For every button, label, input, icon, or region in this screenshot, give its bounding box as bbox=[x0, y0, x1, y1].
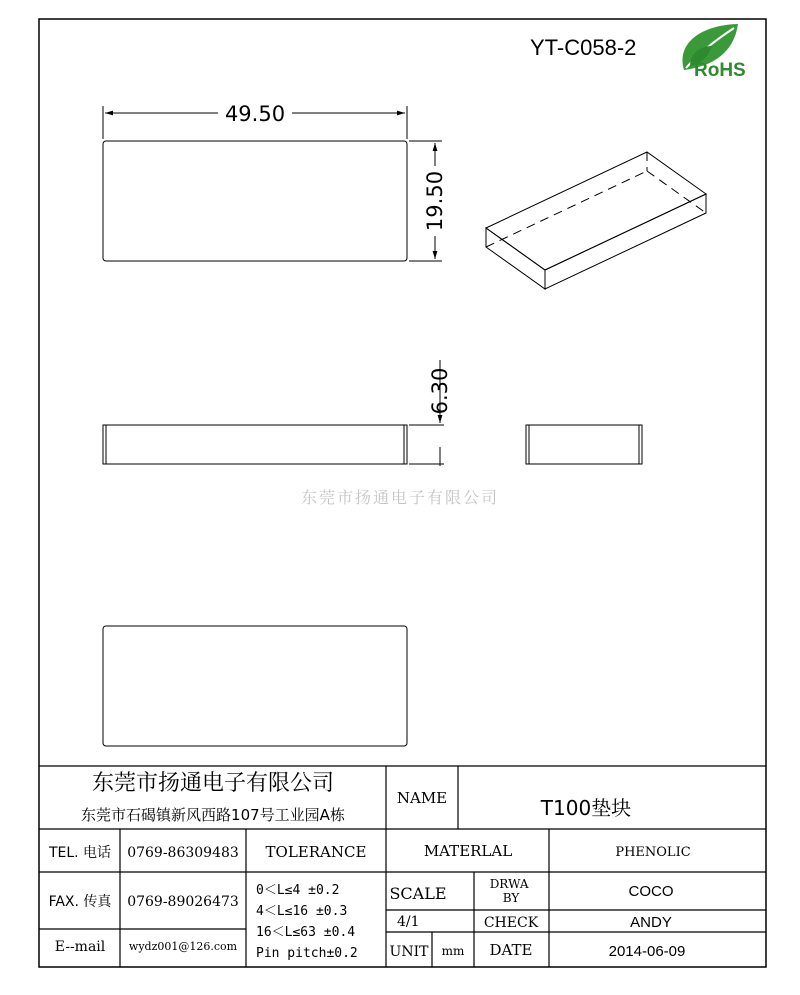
rohs-logo bbox=[682, 24, 745, 81]
tolerance-line: 0＜L≤4 ±0.2 bbox=[256, 883, 340, 898]
email-label: E--mail bbox=[54, 939, 106, 955]
drawn-by-value: COCO bbox=[628, 883, 674, 900]
iso-hidden-edge bbox=[486, 171, 647, 247]
iso-front-face bbox=[486, 228, 545, 289]
tolerance-line: 16＜L≤63 ±0.4 bbox=[256, 925, 356, 940]
name-label: NAME bbox=[396, 789, 448, 807]
date-value: 2014-06-09 bbox=[608, 943, 686, 960]
iso-hidden-edge bbox=[647, 171, 706, 213]
check-label: CHECK bbox=[483, 915, 539, 931]
unit-value: mm bbox=[441, 944, 465, 958]
top-view-outline bbox=[103, 141, 407, 261]
company-address: 东莞市石碣镇新风西路107号工业园A栋 bbox=[81, 806, 345, 824]
drawn-by-label-text: BY bbox=[502, 891, 520, 905]
height-dimension: 6.30 bbox=[428, 367, 452, 415]
length-dimension: 49.50 bbox=[224, 102, 286, 126]
bottom-view-outline bbox=[103, 626, 407, 746]
tel-value: 0769-86309483 bbox=[127, 845, 239, 861]
tolerance-line: Pin pitch±0.2 bbox=[256, 946, 358, 961]
isometric-view bbox=[486, 152, 706, 289]
part-number: YT-C058-2 bbox=[530, 35, 637, 60]
tolerance-label: TOLERANCE bbox=[265, 843, 367, 861]
email-value: wydz001@126.com bbox=[128, 940, 238, 953]
part-name: T100垫块 bbox=[540, 796, 632, 820]
side-view bbox=[526, 425, 642, 464]
watermark: 东莞市扬通电子有限公司 bbox=[300, 488, 500, 507]
unit-label: UNIT bbox=[389, 944, 429, 960]
iso-top-face bbox=[486, 152, 706, 270]
scale-value: 4/1 bbox=[397, 914, 420, 930]
rohs-label: RoHS bbox=[694, 60, 746, 81]
fax-label: FAX. 传真 bbox=[48, 894, 112, 910]
tolerance-line: 4＜L≤16 ±0.3 bbox=[256, 904, 348, 919]
side-view-outline bbox=[526, 425, 642, 464]
drawn-by-label bbox=[490, 877, 533, 905]
front-view-outline bbox=[103, 425, 407, 464]
material-value: PHENOLIC bbox=[615, 845, 691, 860]
width-dimension: 19.50 bbox=[423, 170, 447, 232]
fax-value: 0769-89026473 bbox=[127, 894, 239, 910]
scale-label: SCALE bbox=[389, 884, 447, 903]
drawn-by-label-text: DRWA bbox=[489, 877, 529, 891]
date-label: DATE bbox=[489, 941, 533, 959]
top-view bbox=[103, 102, 447, 261]
tel-label: TEL. 电话 bbox=[48, 845, 112, 861]
material-label: MATERLAL bbox=[423, 842, 513, 860]
company-name: 东莞市扬通电子有限公司 bbox=[91, 771, 335, 796]
front-view bbox=[103, 360, 452, 466]
check-value: ANDY bbox=[630, 914, 672, 931]
